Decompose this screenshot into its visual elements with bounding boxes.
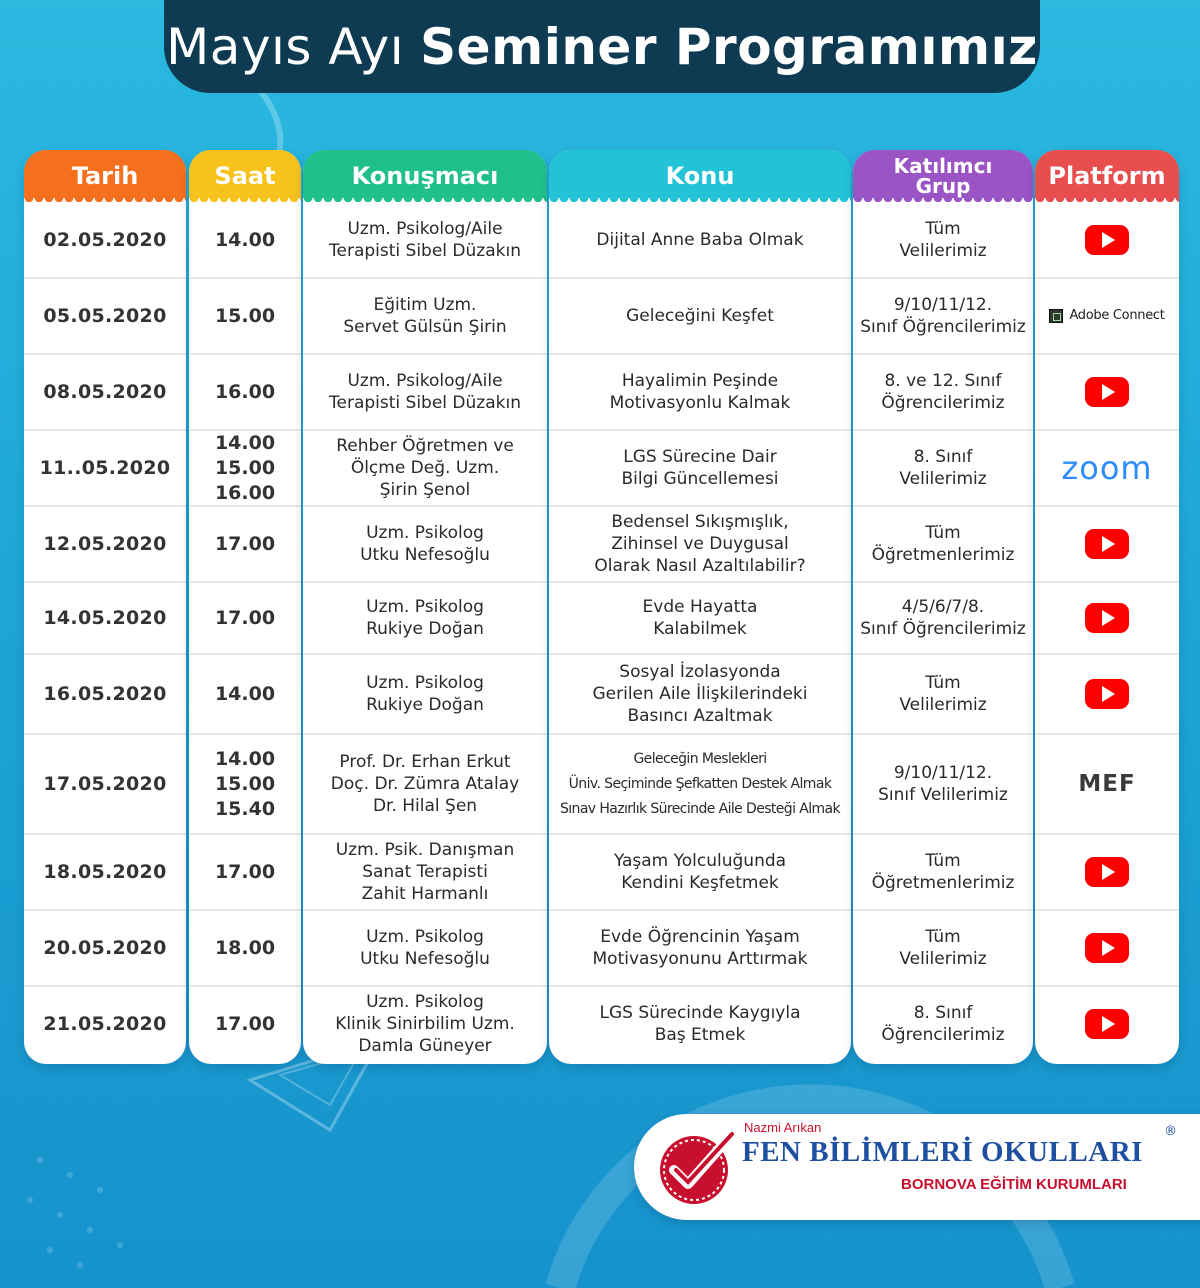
- cell-time: [189, 430, 301, 506]
- cell-date: 14.05.2020: [43, 607, 167, 629]
- cell-topic-line: Bedensel Sıkışmışlık,: [611, 512, 789, 532]
- column-platform: [1035, 150, 1179, 1064]
- cell-time-line: 16.00: [214, 481, 276, 504]
- cell-speaker: [303, 734, 547, 834]
- cell-group-line: Tüm: [925, 927, 961, 947]
- cell-speaker-line: Rukiye Doğan: [366, 695, 484, 715]
- cell-group: [853, 834, 1033, 910]
- cell-group-line: Tüm: [925, 523, 961, 543]
- cell-topic-line: Geleceğini Keşfet: [626, 306, 774, 326]
- column-time: [189, 150, 301, 1064]
- cell-group-line: Öğrencilerimiz: [881, 1025, 1005, 1045]
- cell-date: 16.05.2020: [43, 683, 167, 705]
- header-group-line: Grup: [915, 174, 971, 198]
- cell-group: [853, 506, 1033, 582]
- cell-speaker-line: Prof. Dr. Erhan Erkut: [339, 752, 511, 772]
- cell-time-line: 17.00: [214, 1012, 276, 1035]
- cell-speaker-line: Uzm. Psikolog: [366, 597, 484, 617]
- cell-time-line: 17.00: [214, 860, 276, 883]
- youtube-icon[interactable]: [1085, 679, 1129, 709]
- logo-school-name: FEN BİLİMLERİ OKULLARI: [742, 1136, 1143, 1168]
- cell-platform: [1035, 202, 1179, 278]
- cell-speaker-line: Uzm. Psikolog: [366, 523, 484, 543]
- cell-group-line: Öğretmenlerimiz: [871, 873, 1015, 893]
- cell-speaker-line: Şirin Şenol: [379, 480, 471, 500]
- cell-group: [853, 278, 1033, 354]
- cell-speaker-line: Zahit Harmanlı: [361, 884, 489, 904]
- youtube-icon[interactable]: [1085, 377, 1129, 407]
- cell-speaker-line: Damla Güneyer: [358, 1036, 492, 1056]
- cell-group-line: Sınıf Velilerimiz: [878, 785, 1008, 805]
- cell-topic-line: Baş Etmek: [654, 1025, 746, 1045]
- header-time: Saat: [189, 150, 301, 202]
- cell-date: 11..05.2020: [39, 457, 171, 479]
- cell-date: 18.05.2020: [43, 861, 167, 883]
- cell-platform: [1035, 582, 1179, 654]
- cell-topic-line: Kendini Keşfetmek: [621, 873, 779, 893]
- checkmark-seal-icon: [654, 1124, 740, 1210]
- header-group-line: Katılımcı: [893, 154, 993, 178]
- column-topic: [549, 150, 851, 1064]
- cell-speaker-line: Utku Nefesoğlu: [360, 949, 490, 969]
- cell-topic-line: LGS Sürecinde Kaygıyla: [599, 1003, 801, 1023]
- adobe-connect-icon: [1049, 309, 1063, 323]
- cell-topic-line: Sınav Hazırlık Sürecinde Aile Desteği Almak: [559, 800, 841, 817]
- cell-group: [853, 202, 1033, 278]
- cell-time: [189, 506, 301, 582]
- cell-time-line: 14.00: [214, 747, 276, 770]
- cell-speaker-line: Rehber Öğretmen ve: [336, 436, 514, 456]
- cell-topic-line: Kalabilmek: [653, 619, 747, 639]
- cell-topic-line: LGS Sürecine Dair: [623, 447, 777, 467]
- cell-group-line: 8. Sınıf: [913, 447, 973, 467]
- column-speaker: [303, 150, 547, 1064]
- cell-time-line: 18.00: [214, 936, 276, 959]
- cell-group-line: Öğrencilerimiz: [881, 393, 1005, 413]
- column-date: [24, 150, 186, 1064]
- cell-speaker-line: Ölçme Değ. Uzm.: [350, 458, 500, 478]
- header-group: [853, 150, 1033, 202]
- cell-platform: [1035, 430, 1179, 506]
- cell-topic-line: Evde Öğrencinin Yaşam: [600, 927, 800, 947]
- logo-founder: Nazmi Arıkan: [744, 1120, 822, 1135]
- cell-group-line: 9/10/11/12.: [893, 295, 993, 315]
- adobe-connect-logo[interactable]: [1049, 305, 1164, 327]
- cell-platform: [1035, 910, 1179, 986]
- cell-topic-line: Zihinsel ve Duygusal: [611, 534, 789, 554]
- cell-time-line: 15.00: [214, 772, 276, 795]
- cell-group-line: 8. ve 12. Sınıf: [884, 371, 1002, 391]
- cell-date: 12.05.2020: [43, 533, 167, 555]
- cell-time: [189, 278, 301, 354]
- cell-speaker: [303, 354, 547, 430]
- title-light: Mayıs Ayı: [166, 17, 405, 76]
- cell-topic: [549, 506, 851, 582]
- adobe-connect-label: Adobe Connect: [1069, 308, 1165, 323]
- cell-time: [189, 910, 301, 986]
- cell-topic: [549, 582, 851, 654]
- registered-mark: ®: [1164, 1124, 1177, 1139]
- header-speaker: Konuşmacı: [303, 150, 547, 202]
- cell-topic-line: Motivasyonlu Kalmak: [609, 393, 791, 413]
- cell-speaker-line: Uzm. Psikolog: [366, 927, 484, 947]
- cell-time: [189, 582, 301, 654]
- cell-time: [189, 654, 301, 734]
- cell-topic: [549, 354, 851, 430]
- cell-date: 21.05.2020: [43, 1013, 167, 1035]
- cell-speaker-line: Uzm. Psik. Danışman: [335, 840, 515, 860]
- cell-speaker-line: Uzm. Psikolog: [366, 673, 484, 693]
- cell-group: [853, 910, 1033, 986]
- mef-logo[interactable]: MEF: [1078, 771, 1136, 797]
- header-date: Tarih: [24, 150, 186, 202]
- cell-time: [189, 202, 301, 278]
- cell-speaker: [303, 202, 547, 278]
- cell-speaker: [303, 430, 547, 506]
- cell-topic-line: Basıncı Azaltmak: [627, 706, 773, 726]
- cell-topic-line: Üniv. Seçiminde Şefkatten Destek Almak: [568, 775, 832, 792]
- cell-speaker-line: Uzm. Psikolog/Aile: [347, 371, 503, 391]
- cell-group: [853, 986, 1033, 1062]
- cell-time-line: 15.40: [214, 797, 276, 820]
- cell-topic-line: Evde Hayatta: [642, 597, 758, 617]
- youtube-icon[interactable]: [1085, 225, 1129, 255]
- cell-group-line: Velilerimiz: [899, 469, 987, 489]
- title-bold: Seminer Programımız: [420, 17, 1038, 76]
- cell-speaker-line: Klinik Sinirbilim Uzm.: [335, 1014, 515, 1034]
- cell-group: [853, 582, 1033, 654]
- cell-speaker: [303, 986, 547, 1062]
- cell-group-line: 8. Sınıf: [913, 1003, 973, 1023]
- cell-topic: [549, 986, 851, 1062]
- cell-speaker-line: Utku Nefesoğlu: [360, 545, 490, 565]
- cell-time-line: 15.00: [214, 456, 276, 479]
- cell-speaker-line: Terapisti Sibel Düzakın: [329, 393, 521, 413]
- cell-speaker-line: Terapisti Sibel Düzakın: [329, 241, 521, 261]
- cell-speaker: [303, 582, 547, 654]
- column-group: [853, 150, 1033, 1064]
- cell-group-line: Öğretmenlerimiz: [871, 545, 1015, 565]
- youtube-icon[interactable]: [1085, 857, 1129, 887]
- cell-platform: [1035, 654, 1179, 734]
- cell-date: 05.05.2020: [43, 305, 167, 327]
- cell-topic-line: Dijital Anne Baba Olmak: [596, 230, 804, 250]
- cell-speaker: [303, 654, 547, 734]
- cell-topic: [549, 834, 851, 910]
- cell-platform: [1035, 734, 1179, 834]
- cell-time: [189, 734, 301, 834]
- cell-topic: [549, 202, 851, 278]
- cell-speaker-line: Eğitim Uzm.: [373, 295, 477, 315]
- cell-group-line: Velilerimiz: [899, 949, 987, 969]
- cell-speaker-line: Uzm. Psikolog/Aile: [347, 219, 503, 239]
- cell-time: [189, 354, 301, 430]
- cell-platform: [1035, 986, 1179, 1062]
- cell-group-line: Tüm: [925, 851, 961, 871]
- cell-platform: [1035, 354, 1179, 430]
- school-logo: [634, 1114, 1200, 1220]
- youtube-icon[interactable]: [1085, 529, 1129, 559]
- cell-group: [853, 654, 1033, 734]
- cell-group-line: Velilerimiz: [899, 695, 987, 715]
- cell-time-line: 15.00: [214, 304, 276, 327]
- cell-group-line: Tüm: [925, 219, 961, 239]
- cell-group-line: 9/10/11/12.: [893, 763, 993, 783]
- cell-topic-line: Gerilen Aile İlişkilerindeki: [592, 684, 808, 704]
- cell-date: 17.05.2020: [43, 773, 167, 795]
- cell-time-line: 14.00: [214, 431, 276, 454]
- youtube-icon[interactable]: [1085, 1009, 1129, 1039]
- cell-topic: [549, 278, 851, 354]
- cell-time: [189, 986, 301, 1062]
- cell-topic: [549, 430, 851, 506]
- cell-speaker-line: Dr. Hilal Şen: [372, 796, 478, 816]
- cell-speaker-line: Sanat Terapisti: [362, 862, 488, 882]
- cell-topic-line: Bilgi Güncellemesi: [621, 469, 779, 489]
- header-platform: Platform: [1035, 150, 1179, 202]
- cell-speaker-line: Uzm. Psikolog: [366, 992, 484, 1012]
- cell-group-line: Tüm: [925, 673, 961, 693]
- cell-topic-line: Motivasyonunu Arttırmak: [592, 949, 808, 969]
- cell-topic-line: Sosyal İzolasyonda: [619, 662, 781, 682]
- cell-platform: [1035, 278, 1179, 354]
- cell-platform: [1035, 506, 1179, 582]
- cell-topic-line: Hayalimin Peşinde: [621, 371, 779, 391]
- cell-speaker: [303, 910, 547, 986]
- zoom-logo[interactable]: zoom: [1061, 449, 1153, 487]
- youtube-icon[interactable]: [1085, 933, 1129, 963]
- cell-time-line: 16.00: [214, 380, 276, 403]
- cell-topic: [549, 910, 851, 986]
- cell-speaker-line: Doç. Dr. Zümra Atalay: [330, 774, 520, 794]
- header-topic: Konu: [549, 150, 851, 202]
- cell-date: 08.05.2020: [43, 381, 167, 403]
- cell-date: 20.05.2020: [43, 937, 167, 959]
- cell-speaker: [303, 278, 547, 354]
- cell-time-line: 17.00: [214, 532, 276, 555]
- cell-time-line: 17.00: [214, 606, 276, 629]
- cell-date: 02.05.2020: [43, 229, 167, 251]
- cell-group: [853, 354, 1033, 430]
- cell-topic: [549, 654, 851, 734]
- cell-speaker: [303, 506, 547, 582]
- cell-speaker: [303, 834, 547, 910]
- cell-topic: [549, 734, 851, 834]
- cell-platform: [1035, 834, 1179, 910]
- cell-group-line: 4/5/6/7/8.: [901, 597, 985, 617]
- cell-time-line: 14.00: [214, 682, 276, 705]
- cell-speaker-line: Servet Gülsün Şirin: [343, 317, 507, 337]
- cell-time: [189, 834, 301, 910]
- cell-group-line: Sınıf Öğrencilerimiz: [860, 619, 1026, 639]
- cell-group-line: Sınıf Öğrencilerimiz: [860, 317, 1026, 337]
- cell-group-line: Velilerimiz: [899, 241, 987, 261]
- youtube-icon[interactable]: [1085, 603, 1129, 633]
- cell-time-line: 14.00: [214, 228, 276, 251]
- cell-topic-line: Yaşam Yolculuğunda: [613, 851, 787, 871]
- cell-speaker-line: Rukiye Doğan: [366, 619, 484, 639]
- logo-campus: BORNOVA EĞİTİM KURUMLARI: [901, 1176, 1127, 1193]
- cell-topic-line: Olarak Nasıl Azaltılabilir?: [594, 556, 806, 576]
- page-title: [164, 0, 1040, 93]
- cell-group: [853, 430, 1033, 506]
- cell-topic-line: Geleceğin Meslekleri: [633, 750, 767, 767]
- cell-group: [853, 734, 1033, 834]
